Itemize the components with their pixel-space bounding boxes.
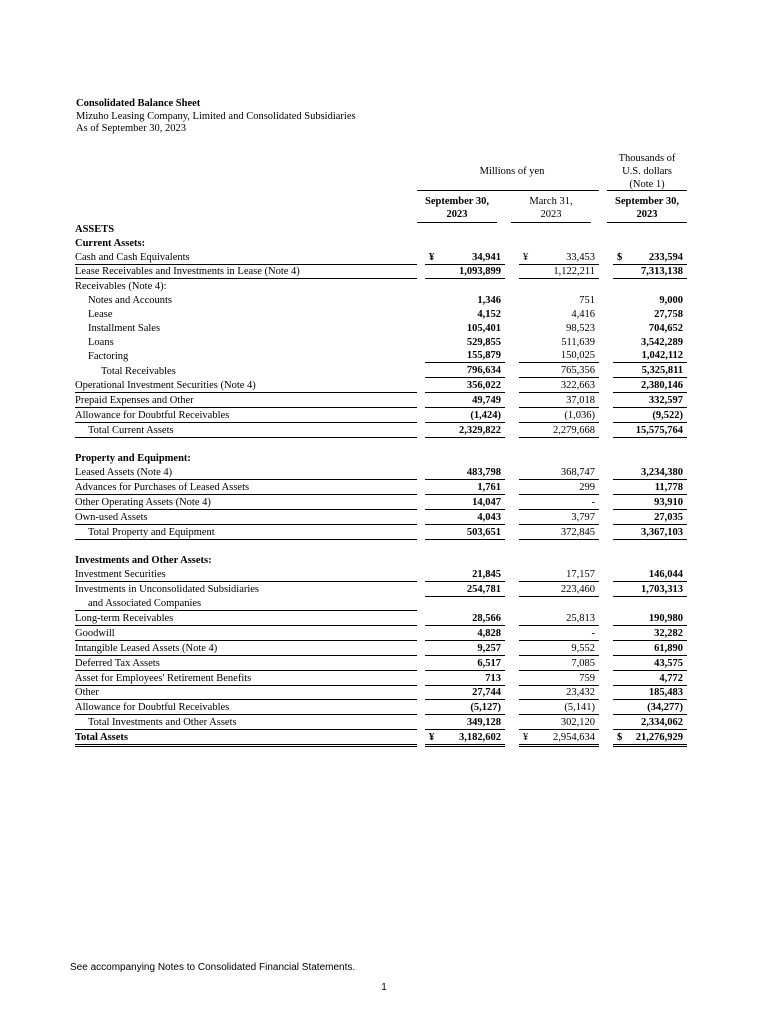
row-receivables-heading — [75, 279, 687, 293]
value-sep-2023: 1,346 — [477, 295, 501, 307]
value-mar-2023: 25,813 — [519, 611, 599, 626]
value-usd: 9,000 — [659, 295, 683, 307]
col-c-line1: September 30, — [615, 196, 679, 207]
row-label: Leased Assets (Note 4) — [75, 465, 417, 479]
row-label: Lease — [88, 308, 113, 320]
row-investments-unconsolidated-cont — [75, 596, 687, 610]
value-usd: $ 233,594 — [613, 250, 687, 264]
value-sep-2023: 14,047 — [425, 495, 505, 510]
thousands-usd-line3: (Note 1) — [629, 179, 665, 190]
row-installment-sales — [75, 321, 687, 335]
value-sep-2023: 713 — [425, 670, 505, 685]
value-mar-2023: 322,663 — [519, 378, 599, 393]
value-mar-2023: 7,085 — [519, 655, 599, 670]
value-sep-2023: 28,566 — [425, 611, 505, 626]
col-header-sep-2023 — [417, 195, 497, 221]
value-usd: 1,703,313 — [613, 582, 687, 597]
row-allowance-investments — [75, 700, 687, 715]
yen-symbol: ¥ — [429, 731, 435, 743]
value-usd: 190,980 — [613, 611, 687, 626]
col-a-line2: 2023 — [446, 209, 468, 220]
row-label: Notes and Accounts — [88, 295, 172, 307]
value-mar-2023: 9,552 — [519, 640, 599, 655]
row-label: Deferred Tax Assets — [75, 655, 417, 670]
value-usd: 2,380,146 — [613, 378, 687, 393]
as-of-date: As of September 30, 2023 — [76, 123, 186, 134]
value-usd: 146,044 — [613, 567, 687, 581]
value-usd: 4,772 — [613, 670, 687, 685]
row-label: Intangible Leased Assets (Note 4) — [75, 640, 417, 655]
row-cash — [75, 250, 687, 264]
row-label: Total Property and Equipment — [75, 524, 417, 539]
value-usd: (9,522) — [613, 407, 687, 422]
row-total-assets — [75, 730, 687, 746]
value-mar-2023: ¥ 33,453 — [519, 250, 599, 264]
row-label: Other — [75, 685, 417, 700]
value-usd: 27,035 — [613, 509, 687, 524]
row-current-assets — [75, 236, 687, 250]
row-label: Factoring — [88, 350, 129, 362]
row-deferred-tax — [75, 655, 687, 670]
value-usd: 7,313,138 — [613, 264, 687, 279]
section-heading-investments: Investments and Other Assets: — [75, 555, 212, 567]
value-sep-2023: 503,651 — [425, 524, 505, 539]
value-mar-2023: 299 — [519, 480, 599, 495]
row-label: Long-term Receivables — [75, 611, 417, 626]
millions-of-yen-header: Millions of yen — [479, 166, 545, 177]
section-heading-property: Property and Equipment: — [75, 453, 191, 465]
thousands-usd-header — [607, 152, 687, 191]
row-label: Allowance for Doubtful Receivables — [75, 700, 417, 715]
row-own-used-assets — [75, 509, 687, 524]
row-label: Cash and Cash Equivalents — [75, 250, 417, 264]
value-mar-2023: 765,356 — [519, 363, 599, 378]
value-mar-2023: 368,747 — [519, 465, 599, 479]
row-label: Receivables (Note 4): — [75, 281, 167, 293]
value-usd: 32,282 — [613, 626, 687, 641]
row-label: Total Assets — [75, 730, 417, 746]
footer-note: See accompanying Notes to Consolidated Financial Statements. — [70, 962, 356, 973]
page-number: 1 — [381, 982, 387, 993]
value-usd: 3,234,380 — [613, 465, 687, 479]
value-mar-2023: 17,157 — [519, 567, 599, 581]
row-investments-unconsolidated — [75, 582, 687, 597]
yen-symbol: ¥ — [429, 251, 435, 263]
value-mar-2023: 223,460 — [519, 582, 599, 597]
header-rule-yen — [417, 190, 599, 191]
value-mar-2023: 4,416 — [571, 308, 595, 320]
value-mar-2023: ¥ 2,954,634 — [519, 730, 599, 746]
row-label: Allowance for Doubtful Receivables — [75, 407, 417, 422]
row-other — [75, 685, 687, 700]
company-name: Mizuho Leasing Company, Limited and Consolidated Subsidiaries — [76, 110, 356, 122]
value-mar-2023: 37,018 — [519, 393, 599, 408]
value-mar-2023: 1,122,211 — [519, 264, 599, 279]
value-mar-2023: 150,025 — [519, 349, 599, 363]
value-sep-2023: 796,634 — [425, 363, 505, 378]
col-c-line2: 2023 — [636, 209, 658, 220]
col-a-line1: September 30, — [425, 196, 489, 207]
row-label: Investment Securities — [75, 567, 417, 581]
value-sep-2023: 1,093,899 — [425, 264, 505, 279]
value-usd: 332,597 — [613, 393, 687, 408]
row-investments-heading — [75, 553, 687, 567]
value-usd: 61,890 — [613, 640, 687, 655]
row-lease-receivables — [75, 264, 687, 279]
row-operational-investment — [75, 378, 687, 393]
value-sep-2023: 254,781 — [425, 582, 505, 597]
value-sep-2023: (5,127) — [425, 700, 505, 715]
yen-symbol: ¥ — [523, 251, 529, 263]
value-usd: 3,367,103 — [613, 524, 687, 539]
value-usd: 43,575 — [613, 655, 687, 670]
value-sep-2023: 4,152 — [477, 308, 501, 320]
row-advances-purchases — [75, 480, 687, 495]
value-sep-2023: ¥ 34,941 — [425, 250, 505, 264]
section-heading-assets: ASSETS — [75, 223, 115, 235]
value-usd: $ 21,276,929 — [613, 730, 687, 746]
value-mar-2023: 2,279,668 — [519, 422, 599, 437]
value-usd: 11,778 — [613, 480, 687, 495]
row-other-operating-assets — [75, 495, 687, 510]
row-property-equipment-heading — [75, 452, 687, 466]
value-mar-2023: 98,523 — [566, 322, 595, 334]
value-usd: 2,334,062 — [613, 715, 687, 730]
col-b-line2: 2023 — [540, 209, 562, 220]
row-label: Own-used Assets — [75, 509, 417, 524]
value-usd: 1,042,112 — [613, 349, 687, 363]
value-usd: 27,758 — [654, 308, 683, 320]
row-long-term-receivables — [75, 611, 687, 626]
value-sep-2023: ¥ 3,182,602 — [425, 730, 505, 746]
row-label: Asset for Employees' Retirement Benefits — [75, 670, 417, 685]
header-rule-usd — [607, 190, 687, 191]
value-sep-2023: 1,761 — [425, 480, 505, 495]
row-label: Goodwill — [75, 626, 417, 641]
value-sep-2023: 6,517 — [425, 655, 505, 670]
row-retirement-benefits — [75, 670, 687, 685]
value-sep-2023: 21,845 — [425, 567, 505, 581]
thousands-usd-line2: U.S. dollars — [622, 166, 672, 177]
value-mar-2023: 3,797 — [519, 509, 599, 524]
row-label: Other Operating Assets (Note 4) — [75, 495, 417, 510]
value-mar-2023: (5,141) — [519, 700, 599, 715]
usd-symbol: $ — [617, 251, 623, 263]
row-allowance-current — [75, 407, 687, 422]
row-label: Total Current Assets — [75, 422, 417, 437]
value-usd: (34,277) — [613, 700, 687, 715]
spacer-row — [75, 539, 687, 553]
section-heading-current-assets: Current Assets: — [75, 237, 146, 249]
row-label: and Associated Companies — [75, 596, 417, 610]
row-lease — [75, 307, 687, 321]
spacer-row — [75, 437, 687, 451]
value-sep-2023: 4,043 — [425, 509, 505, 524]
value-mar-2023: - — [519, 495, 599, 510]
row-goodwill — [75, 626, 687, 641]
value-mar-2023: 23,432 — [519, 685, 599, 700]
row-label: Total Receivables — [101, 365, 176, 377]
value-usd: 93,910 — [613, 495, 687, 510]
value-mar-2023: 302,120 — [519, 715, 599, 730]
value-mar-2023: 372,845 — [519, 524, 599, 539]
row-label: Installment Sales — [88, 322, 161, 334]
row-label: Total Investments and Other Assets — [75, 715, 417, 730]
value-mar-2023: - — [519, 626, 599, 641]
row-loans — [75, 335, 687, 349]
report-header — [76, 98, 356, 136]
row-leased-assets — [75, 465, 687, 479]
value-sep-2023: (1,424) — [425, 407, 505, 422]
row-label: Prepaid Expenses and Other — [75, 393, 417, 408]
row-total-property — [75, 524, 687, 539]
col-header-usd-sep-2023 — [607, 195, 687, 221]
row-label: Investments in Unconsolidated Subsidiaries — [75, 584, 260, 596]
value-mar-2023: 511,639 — [561, 336, 595, 348]
value-usd: 3,542,289 — [641, 336, 683, 348]
row-total-receivables — [75, 363, 687, 378]
report-title: Consolidated Balance Sheet — [76, 98, 201, 109]
thousands-usd-line1: Thousands of — [618, 153, 676, 164]
row-investment-securities — [75, 567, 687, 581]
row-label: Loans — [88, 336, 114, 348]
row-total-investments — [75, 715, 687, 730]
row-label: Advances for Purchases of Leased Assets — [75, 480, 417, 495]
row-intangible-leased — [75, 640, 687, 655]
value-sep-2023: 356,022 — [425, 378, 505, 393]
value-sep-2023: 529,855 — [466, 336, 501, 348]
row-notes-accounts — [75, 293, 687, 307]
value-sep-2023: 9,257 — [425, 640, 505, 655]
value-usd: 185,483 — [613, 685, 687, 700]
row-label: Operational Investment Securities (Note 4) — [75, 378, 417, 393]
row-factoring — [75, 349, 687, 363]
value-sep-2023: 27,744 — [425, 685, 505, 700]
value-mar-2023: (1,036) — [519, 407, 599, 422]
value-sep-2023: 483,798 — [425, 465, 505, 479]
row-total-current-assets — [75, 422, 687, 437]
col-header-mar-2023 — [511, 195, 591, 221]
row-assets — [75, 222, 687, 236]
row-prepaid-expenses — [75, 393, 687, 408]
value-sep-2023: 49,749 — [425, 393, 505, 408]
value-sep-2023: 155,879 — [425, 349, 505, 363]
value-usd: 15,575,764 — [613, 422, 687, 437]
value-mar-2023: 759 — [519, 670, 599, 685]
balance-sheet-table — [75, 222, 687, 747]
row-label: Lease Receivables and Investments in Lease (Note 4) — [75, 264, 417, 279]
usd-symbol: $ — [617, 731, 623, 743]
value-usd: 704,652 — [648, 322, 683, 334]
value-sep-2023: 2,329,822 — [425, 422, 505, 437]
col-b-line1: March 31, — [529, 196, 573, 207]
value-sep-2023: 349,128 — [425, 715, 505, 730]
value-sep-2023: 4,828 — [425, 626, 505, 641]
value-mar-2023: 751 — [579, 295, 595, 307]
value-sep-2023: 105,401 — [466, 322, 501, 334]
yen-symbol: ¥ — [523, 731, 529, 743]
value-usd: 5,325,811 — [613, 363, 687, 378]
